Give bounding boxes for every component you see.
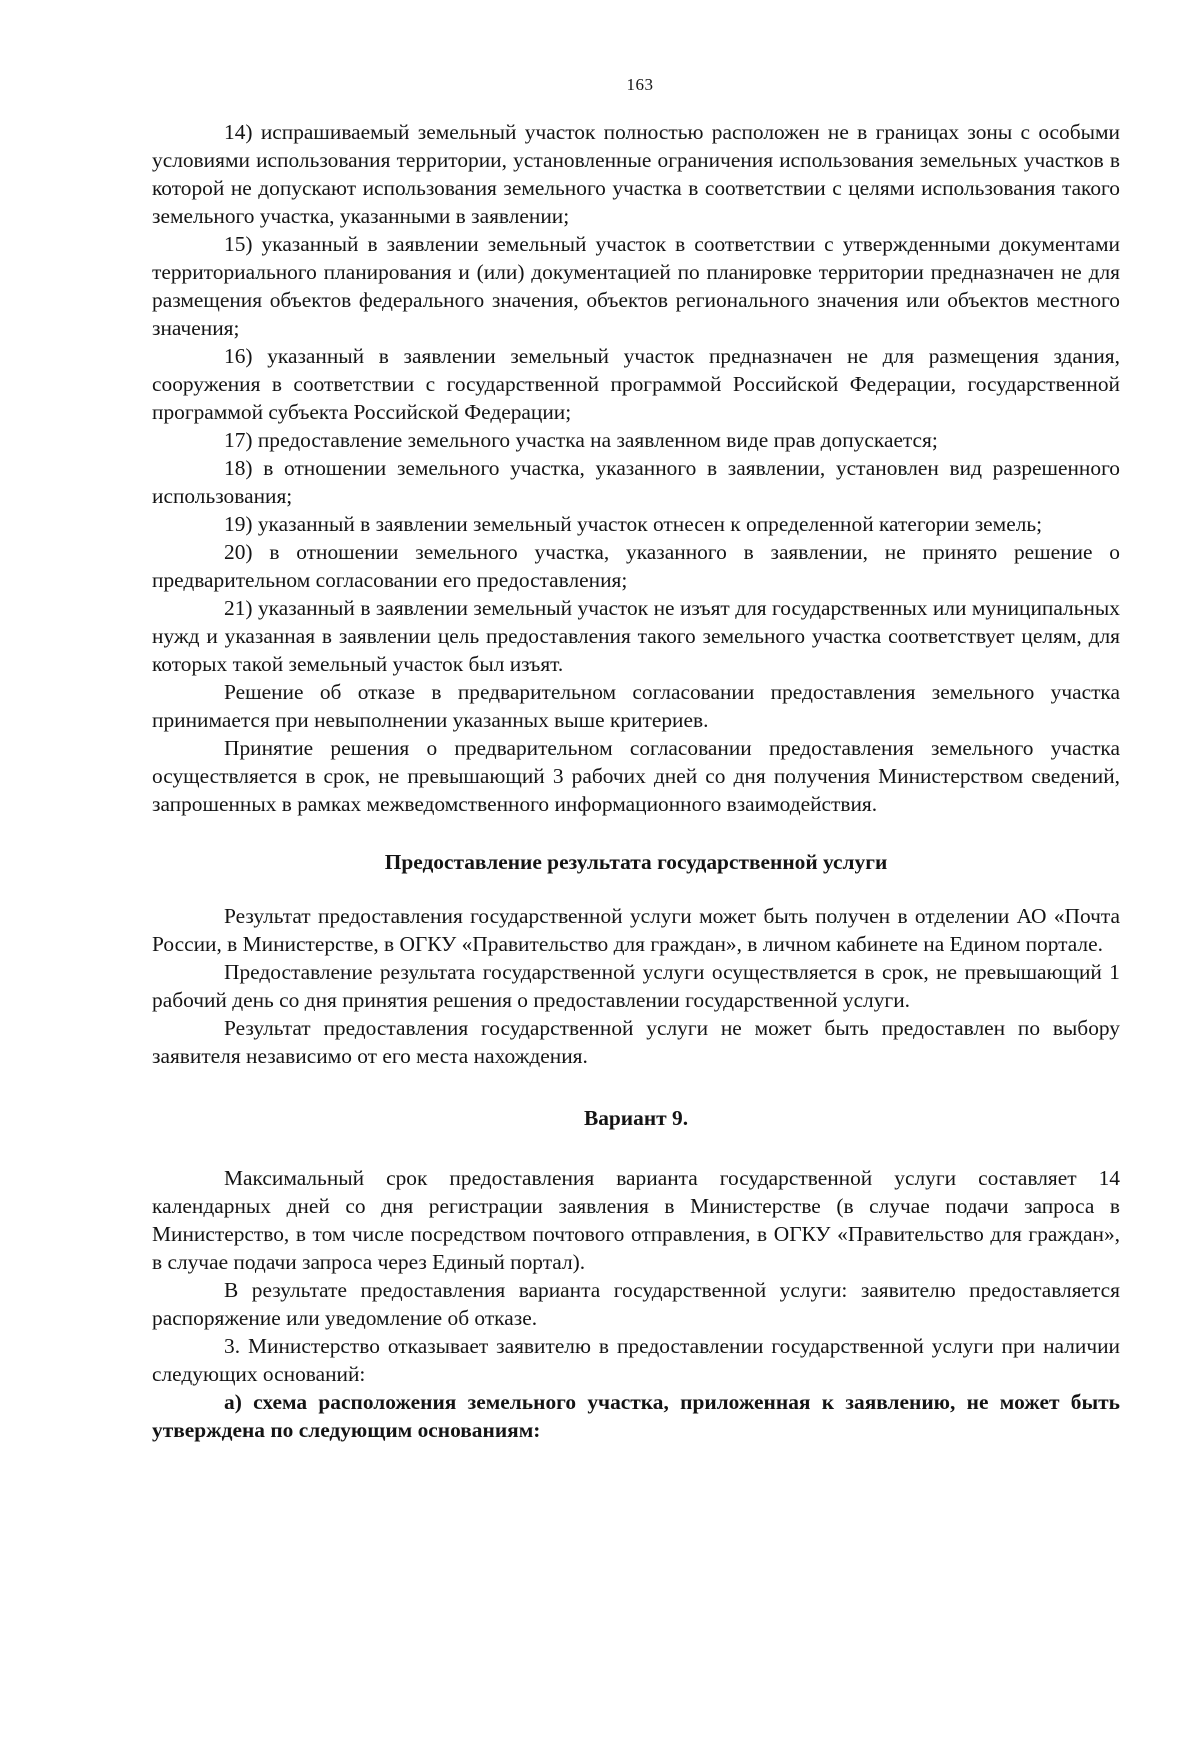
section-heading-result: Предоставление результата государственной услуги bbox=[384, 850, 888, 874]
paragraph-item-20: 20) в отношении земельного участка, указанного в заявлении, не принято решение о предварительном согласовании его предоставления; bbox=[152, 540, 1120, 592]
paragraph-item-15: 15) указанный в заявлении земельный участок в соответствии с утвержденными документами территориального планирования и (или) документацией по планировке территории предназначен не для размещения объектов федерального значения, объектов регионального значения или объектов местного значения; bbox=[152, 232, 1120, 340]
paragraph-refusal-decision: Решение об отказе в предварительном согласовании предоставления земельного участка принимается при невыполнении указанных выше критериев. bbox=[152, 680, 1120, 732]
paragraph-variant-3: 3. Министерство отказывает заявителю в предоставлении государственной услуги при наличии следующих оснований: bbox=[152, 1334, 1120, 1386]
section-heading-variant: Вариант 9. bbox=[583, 1106, 689, 1130]
paragraph-result-2: Предоставление результата государственной услуги осуществляется в срок, не превышающий 1 рабочий день со дня принятия решения о предоставлении государственной услуги. bbox=[152, 960, 1120, 1012]
paragraph-item-17: 17) предоставление земельного участка на заявленном виде прав допускается; bbox=[224, 428, 938, 452]
paragraph-item-16: 16) указанный в заявлении земельный участок предназначен не для размещения здания, сооружения в соответствии с государственной программой Российской Федерации, государственной программой субъекта Российской Федерации; bbox=[152, 344, 1120, 424]
paragraph-variant-2: В результате предоставления варианта государственной услуги: заявителю предоставляется распоряжение или уведомление об отказе. bbox=[152, 1278, 1120, 1330]
document-body bbox=[152, 118, 1120, 1444]
paragraph-result-3: Результат предоставления государственной услуги не может быть предоставлен по выбору заявителя независимо от его места нахождения. bbox=[152, 1016, 1120, 1068]
paragraph-item-14: 14) испрашиваемый земельный участок полностью расположен не в границах зоны с особыми условиями использования территории, установленные ограничения использования земельных участков в которой не допускают использования земельного участка в соответствии с целями использования такого земельного участка, указанными в заявлении; bbox=[152, 120, 1120, 228]
paragraph-decision-term: Принятие решения о предварительном согласовании предоставления земельного участка осуществляется в срок, не превышающий 3 рабочих дней со дня получения Министерством сведений, запрошенных в рамках межведомственного информационного взаимодействия. bbox=[152, 736, 1120, 816]
paragraph-item-19: 19) указанный в заявлении земельный участок отнесен к определенной категории земель; bbox=[224, 512, 1043, 536]
paragraph-result-1: Результат предоставления государственной услуги может быть получен в отделении АО «Почта России, в Министерстве, в ОГКУ «Правительство для граждан», в личном кабинете на Едином портале. bbox=[152, 904, 1120, 956]
paragraph-variant-bold: а) схема расположения земельного участка, приложенная к заявлению, не может быть утверждена по следующим основаниям: bbox=[152, 1390, 1120, 1442]
page-number: 163 bbox=[626, 75, 654, 94]
paragraph-variant-1: Максимальный срок предоставления варианта государственной услуги составляет 14 календарных дней со дня регистрации заявления в Министерстве (в случае подачи запроса в Министерство, в том числе посредством почтового отправления, в ОГКУ «Правительство для граждан», в случае подачи запроса через Единый портал). bbox=[152, 1166, 1120, 1274]
paragraph-item-21: 21) указанный в заявлении земельный участок не изъят для государственных или муниципальных нужд и указанная в заявлении цель предоставления такого земельного участка соответствует целям, для которых такой земельный участок был изъят. bbox=[152, 596, 1120, 676]
paragraph-item-18: 18) в отношении земельного участка, указанного в заявлении, установлен вид разрешенного использования; bbox=[152, 456, 1120, 508]
